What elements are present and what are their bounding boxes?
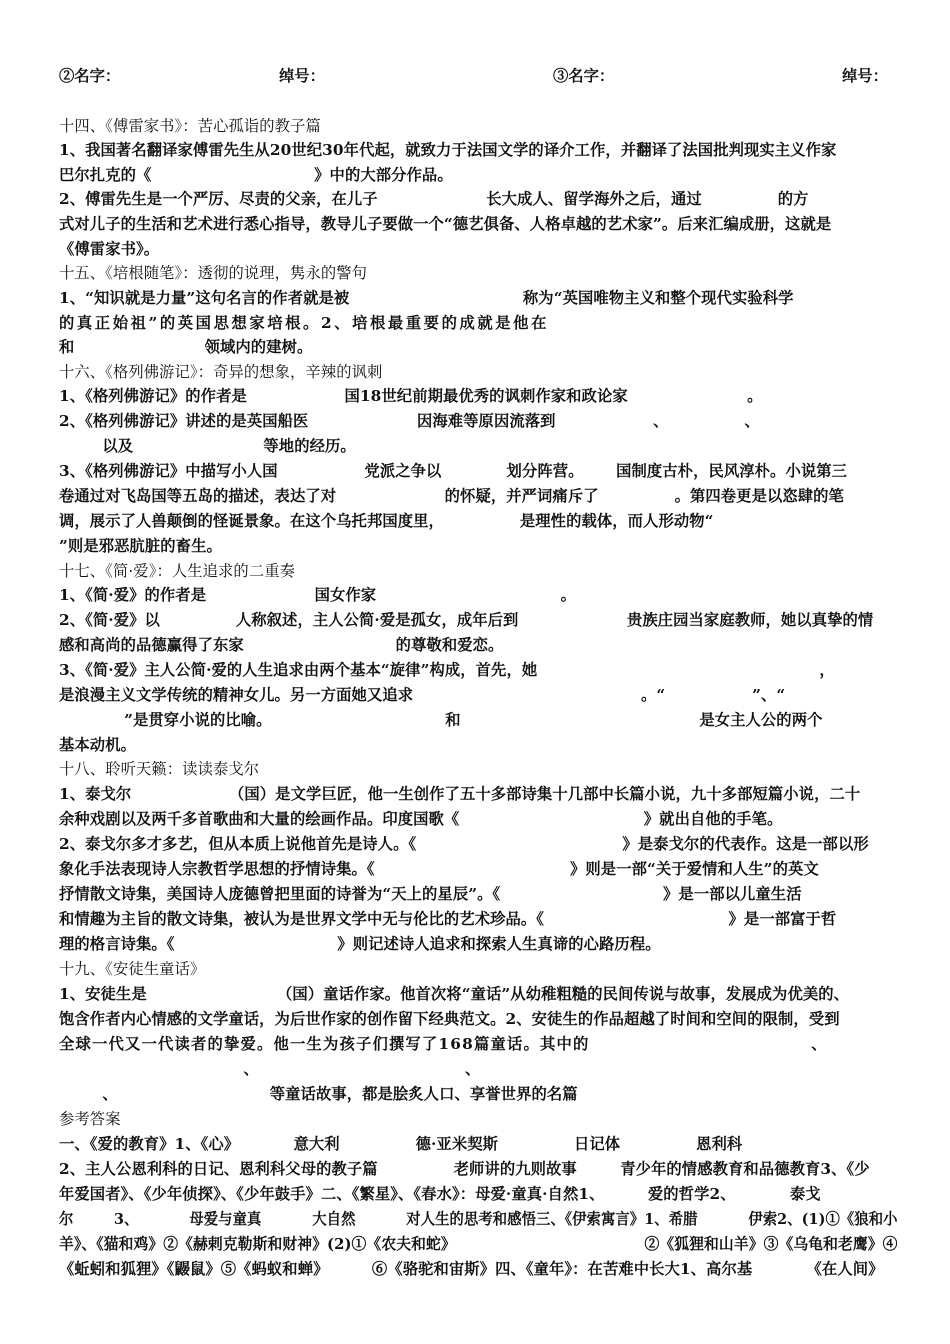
text-line: 2、《简·爱》以 人称叙述，主人公简·爱是孤女，成年后到 贵族庄园当家庭教师，她以真挚的情: [59, 611, 874, 629]
section-14-heading: 十四、《傅雷家书》：苦心孤诣的教子篇: [59, 117, 321, 135]
text-line: 、 、: [59, 1060, 481, 1078]
text-line: 巴尔扎克的《 》中的大部分作品。: [59, 166, 453, 184]
name-label-3: ③名字：: [553, 67, 615, 85]
text-line: 是浪漫主义文学传统的精神女儿。另一方面她又追求 。“ ”、“: [59, 686, 786, 704]
text-line: 1、安徒生是 （国）童话作家。他首次将“童话”从幼稚粗糙的民间传说与故事，发展成为优美的、: [59, 985, 850, 1003]
text-line: 式对儿子的生活和艺术进行悉心指导，教导儿子要做一个“德艺俱备、人格卓越的艺术家”。后来汇编成册，这就是: [59, 215, 832, 233]
text-line: 和 领域内的建树。: [59, 338, 313, 356]
answer-line: 2、主人公恩利科的日记、恩利科父母的教子篇 老师讲的九则故事 青少年的情感教育和品德教育3、《少: [59, 1160, 870, 1178]
text-line: 和情趣为主旨的散文诗集，被认为是世界文学中无与伦比的艺术珍品。《 》是一部富于哲: [59, 910, 837, 928]
text-line: 2、傅雷先生是一个严厉、尽责的父亲，在儿子 长大成人、留学海外之后，通过 的方: [59, 190, 809, 208]
answer-line: 羊》、《猫和鸡》②《赫剌克勒斯和财神》(2)①《农夫和蛇》 ②《狐狸和山羊》③《乌龟和老鹰》④: [59, 1235, 898, 1253]
nickname-label-1: 绰号：: [279, 67, 325, 85]
text-line: 余种戏剧以及两千多首歌曲和大量的绘画作品。印度国歌《 》就出自他的手笔。: [59, 810, 783, 828]
text-line: 调，展示了人兽颠倒的怪诞景象。在这个乌托邦国度里， 是理性的载体，而人形动物“: [59, 512, 714, 530]
answer-line: 《蚯蚓和狐狸》《鼹鼠》⑤《蚂蚁和蝉》 ⑥《骆驼和宙斯》四、《童年》：在苦难中长大1、高尔基 《在人间》: [59, 1260, 884, 1278]
section-15-heading: 十五、《培根随笔》：透彻的说理，隽永的警句: [59, 264, 368, 282]
text-line: 饱含作者内心情感的文学童话，为后世作家的创作留下经典范文。2、安徒生的作品超越了时间和空间的限制，受到: [59, 1010, 840, 1028]
text-line: 2、泰戈尔多才多艺，但从本质上说他首先是诗人。《 》是泰戈尔的代表作。这是一部以形: [59, 835, 869, 853]
text-line: 的真正始祖”的英国思想家培根。2、培根最重要的成就是他在: [59, 314, 549, 332]
section-18-heading: 十八、聆听天籁：读读泰戈尔: [59, 760, 260, 778]
text-line: 1、“知识就是力量”这句名言的作者就是被 称为“英国唯物主义和整个现代实验科学: [59, 289, 794, 307]
section-16-heading: 十六、《格列佛游记》：奇异的想象，辛辣的讽刺: [59, 363, 383, 381]
answer-line: 年爱国者》、《少年侦探》、《少年鼓手》二、《繁星》、《春水》：母爱·童真·自然1、 爱的哲学2、 泰戈: [59, 1185, 821, 1203]
answer-line: 一、《爱的教育》1、《心》 意大利 德·亚米契斯 日记体 恩利科: [59, 1135, 743, 1153]
text-line: 2、《格列佛游记》讲述的是英国船医 因海难等原因流落到 、 、: [59, 412, 760, 430]
text-line: 全球一代又一代读者的挚爱。他一生为孩子们撰写了168篇童话。其中的 、: [59, 1035, 828, 1053]
text-line: 感和高尚的品德赢得了东家 的尊敬和爱恋。: [59, 636, 504, 654]
text-line: 理的格言诗集。《 》则记述诗人追求和探索人生真谛的心路历程。: [59, 935, 661, 953]
section-19-heading: 十九、《安徒生童话》: [59, 960, 206, 978]
text-line: 3、《简·爱》主人公简·爱的人生追求由两个基本“旋律”构成，首先，她 ，: [59, 661, 835, 679]
text-line: 、 等童话故事，都是脍炙人口、享誉世界的名篇: [59, 1085, 578, 1103]
text-line: 卷通过对飞岛国等五岛的描述，表达了对 的怀疑，并严词痛斥了 。第四卷更是以恣肆的笔: [59, 487, 844, 505]
text-line: ”则是邪恶肮脏的畜生。: [59, 537, 222, 555]
text-line: 1、《格列佛游记》的作者是 国18世纪前期最优秀的讽刺作家和政论家 。: [59, 387, 763, 405]
answer-line: 尔 3、 母爱与童真 大自然 对人生的思考和感悟三、《伊索寓言》1、希腊 伊索2、(1)①《狼和小: [59, 1210, 898, 1228]
text-line: 抒情散文诗集，美国诗人庞德曾把里面的诗誉为“天上的星辰”。《 》是一部以儿童生活: [59, 885, 802, 903]
text-line: 象化手法表现诗人宗教哲学思想的抒情诗集。《 》则是一部“关于爱情和人生”的英文: [59, 860, 819, 878]
text-line: 基本动机。: [59, 736, 136, 754]
name-label-2: ②名字：: [59, 67, 121, 85]
text-line: 1、我国著名翻译家傅雷先生从20世纪30年代起，就致力于法国文学的译介工作，并翻译了法国批判现实主义作家: [59, 141, 837, 159]
section-17-heading: 十七、《简·爱》：人生追求的二重奏: [59, 562, 296, 580]
text-line: 《傅雷家书》。: [59, 240, 160, 258]
text-line: 1、《简·爱》的作者是 国女作家 。: [59, 586, 577, 604]
text-line: 3、《格列佛游记》中描写小人国 党派之争以 划分阵营。 国制度古朴，民风淳朴。小说第三: [59, 462, 848, 480]
text-line: 1、泰戈尔 （国）是文学巨匠，他一生创作了五十多部诗集十几部中长篇小说，九十多部短篇小说，二十: [59, 785, 861, 803]
answers-heading: 参考答案: [59, 1110, 121, 1128]
nickname-label-2: 绰号：: [842, 67, 888, 85]
text-line: 以及 等地的经历。: [59, 437, 356, 455]
text-line: ”是贯穿小说的比喻。 和 是女主人公的两个: [59, 711, 823, 729]
